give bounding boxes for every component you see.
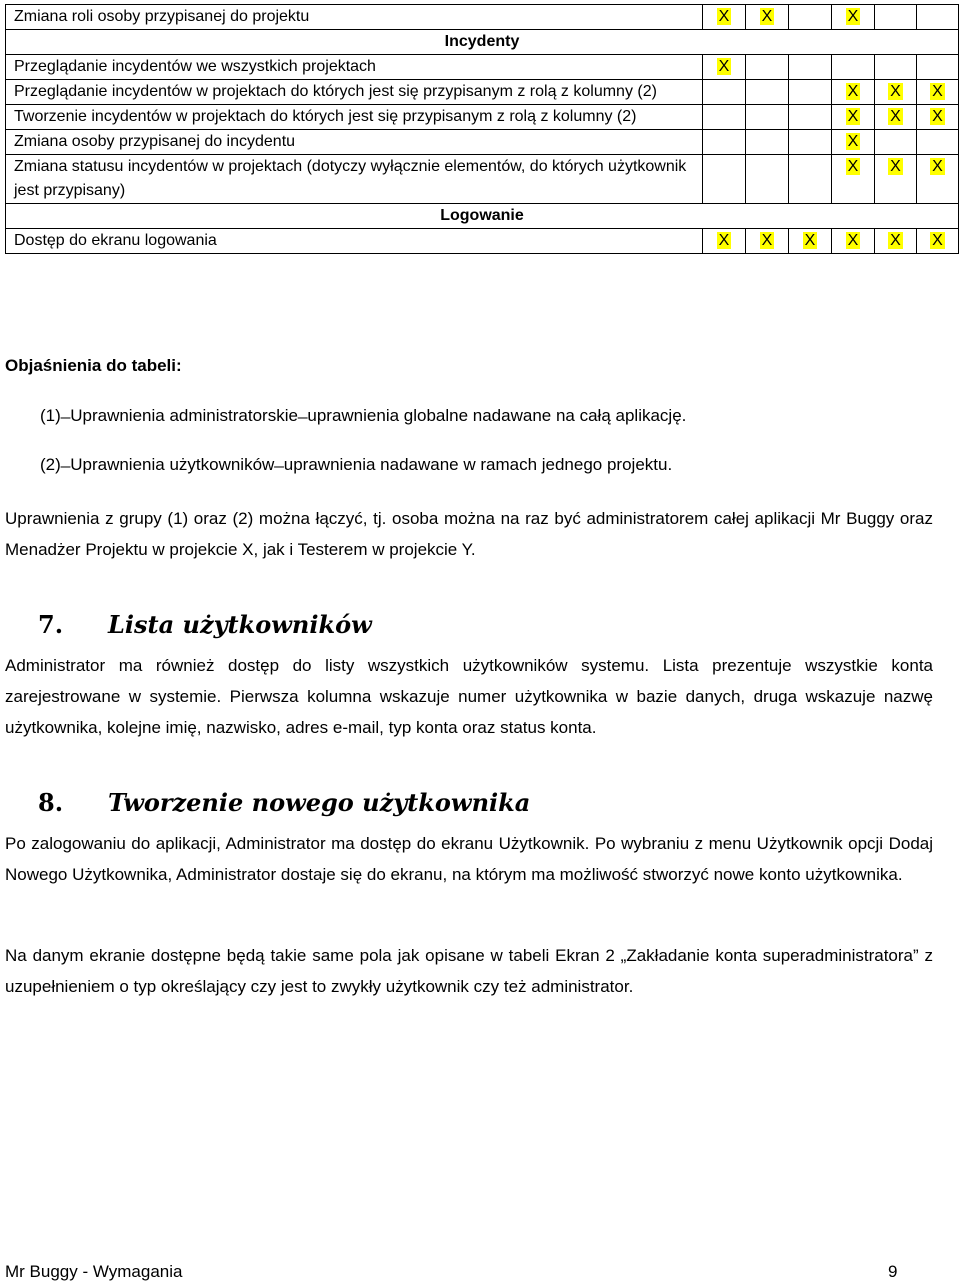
permission-cell	[703, 105, 746, 130]
permission-mark: X	[890, 108, 901, 125]
permission-label: Zmiana statusu incydentów w projektach (dotyczy wyłącznie elementów, do których użytkownik jest przypisany)	[6, 155, 703, 204]
table-row	[6, 5, 959, 30]
legend-item-2: (2) ̶ Uprawnienia użytkowników ̶ uprawnienia nadawane w ramach jednego projektu.	[40, 455, 673, 474]
section-7-text: Administrator ma również dostęp do listy wszystkich użytkowników systemu. Lista prezentuje wszystkie konta zarejestrowane w systemie. Pierwsza kolumna wskazuje numer użytkownika w bazie danych, druga wskazuje nazwę użytkownika, kolejne imię, nazwisko, adres e-mail, typ konta oraz status konta.	[5, 656, 933, 737]
permission-cell	[703, 55, 746, 80]
permission-cell	[832, 5, 875, 30]
section-7-number: 7.	[38, 610, 64, 639]
section-8-title: Tworzenie nowego użytkownika	[108, 788, 531, 817]
permission-label: Tworzenie incydentów w projektach do których jest się przypisanym z rolą z kolumny (2)	[6, 105, 703, 130]
permission-mark: X	[932, 232, 943, 249]
permission-mark: X	[718, 58, 730, 75]
permission-cell	[789, 5, 832, 30]
permission-cell	[832, 80, 875, 105]
permission-cell	[917, 5, 959, 30]
table-row	[6, 130, 959, 155]
permission-cell	[703, 80, 746, 105]
permission-cell	[746, 155, 789, 204]
section-8-text-1: Po zalogowaniu do aplikacji, Administrator ma dostęp do ekranu Użytkownik. Po wybraniu z menu Użytkownik opcji Dodaj Nowego Użytkownika, Administrator dostaje się do ekranu, na którym ma możliwość stworzyć nowe konto użytkownika.	[5, 834, 933, 884]
permission-mark: X	[890, 83, 901, 100]
permissions-combine-note: Uprawnienia z grupy (1) oraz (2) można łączyć, tj. osoba można na raz być administratorem całej aplikacji Mr Buggy oraz Menadżer Projektu w projekcie X, jak i Testerem w projekcie Y.	[5, 509, 933, 559]
permission-cell	[875, 105, 917, 130]
permission-label: Przeglądanie incydentów w projektach do których jest się przypisanym z rolą z kolumny (2)	[6, 80, 703, 105]
permission-mark: X	[718, 8, 730, 25]
explanations-title: Objaśnienia do tabeli:	[5, 356, 182, 375]
table-row	[6, 155, 959, 204]
permission-cell	[917, 130, 959, 155]
permission-cell	[746, 130, 789, 155]
permission-cell	[832, 105, 875, 130]
permission-cell	[703, 5, 746, 30]
permission-cell	[917, 155, 959, 204]
permission-cell	[875, 155, 917, 204]
permission-cell	[917, 229, 959, 254]
table-row	[6, 55, 959, 80]
permission-mark: X	[761, 8, 773, 25]
permission-cell	[875, 229, 917, 254]
section-8-number: 8.	[38, 788, 64, 817]
permission-cell	[789, 80, 832, 105]
permission-mark: X	[932, 158, 943, 175]
permission-mark: X	[847, 232, 859, 249]
permission-cell	[746, 80, 789, 105]
permission-mark: X	[718, 232, 730, 249]
permission-mark: X	[890, 232, 901, 249]
permission-mark: X	[932, 108, 943, 125]
permission-label: Przeglądanie incydentów we wszystkich projektach	[6, 55, 703, 80]
permission-label: Dostęp do ekranu logowania	[6, 229, 703, 254]
section-7-title: Lista użytkowników	[108, 610, 372, 639]
permission-cell	[832, 130, 875, 155]
permission-mark: X	[932, 83, 943, 100]
permission-cell	[789, 229, 832, 254]
table-section-row	[6, 30, 959, 55]
permission-cell	[917, 80, 959, 105]
permission-cell	[746, 105, 789, 130]
table-row	[6, 229, 959, 254]
permissions-table-body	[6, 5, 959, 254]
permission-cell	[875, 130, 917, 155]
table-section-label: Incydenty	[6, 30, 959, 55]
footer-page-number: 9	[888, 1262, 898, 1281]
permission-cell	[832, 55, 875, 80]
permission-cell	[832, 229, 875, 254]
section-8-heading	[38, 788, 530, 817]
table-row	[6, 105, 959, 130]
permission-mark: X	[847, 133, 859, 150]
permission-cell	[875, 5, 917, 30]
table-section-row	[6, 204, 959, 229]
permission-cell	[832, 155, 875, 204]
table-section-label: Logowanie	[6, 204, 959, 229]
footer-title: Mr Buggy - Wymagania	[5, 1262, 183, 1281]
permission-label: Zmiana roli osoby przypisanej do projektu	[6, 5, 703, 30]
permission-mark: X	[847, 83, 859, 100]
permission-cell	[917, 55, 959, 80]
permission-cell	[746, 5, 789, 30]
permission-mark: X	[847, 108, 859, 125]
permissions-table	[5, 4, 959, 254]
permission-cell	[875, 55, 917, 80]
permission-cell	[703, 130, 746, 155]
permission-cell	[789, 105, 832, 130]
permission-mark: X	[847, 8, 859, 25]
permission-cell	[917, 105, 959, 130]
permission-cell	[703, 229, 746, 254]
table-row	[6, 80, 959, 105]
permission-cell	[789, 55, 832, 80]
permission-cell	[746, 55, 789, 80]
section-7-heading	[38, 610, 372, 639]
section-8-text-2: Na danym ekranie dostępne będą takie same pola jak opisane w tabeli Ekran 2 „Zakładanie konta superadministratora” z uzupełnieniem o typ określający czy jest to zwykły użytkownik czy też administrator.	[5, 946, 933, 996]
permission-mark: X	[761, 232, 773, 249]
permission-mark: X	[804, 232, 816, 249]
permission-cell	[703, 155, 746, 204]
permission-cell	[746, 229, 789, 254]
legend-item-1: (1) ̶ Uprawnienia administratorskie ̶ uprawnienia globalne nadawane na całą aplikację.	[40, 406, 687, 425]
permission-cell	[789, 155, 832, 204]
permission-mark: X	[847, 158, 859, 175]
permission-mark: X	[890, 158, 901, 175]
permission-cell	[789, 130, 832, 155]
permission-label: Zmiana osoby przypisanej do incydentu	[6, 130, 703, 155]
permission-cell	[875, 80, 917, 105]
